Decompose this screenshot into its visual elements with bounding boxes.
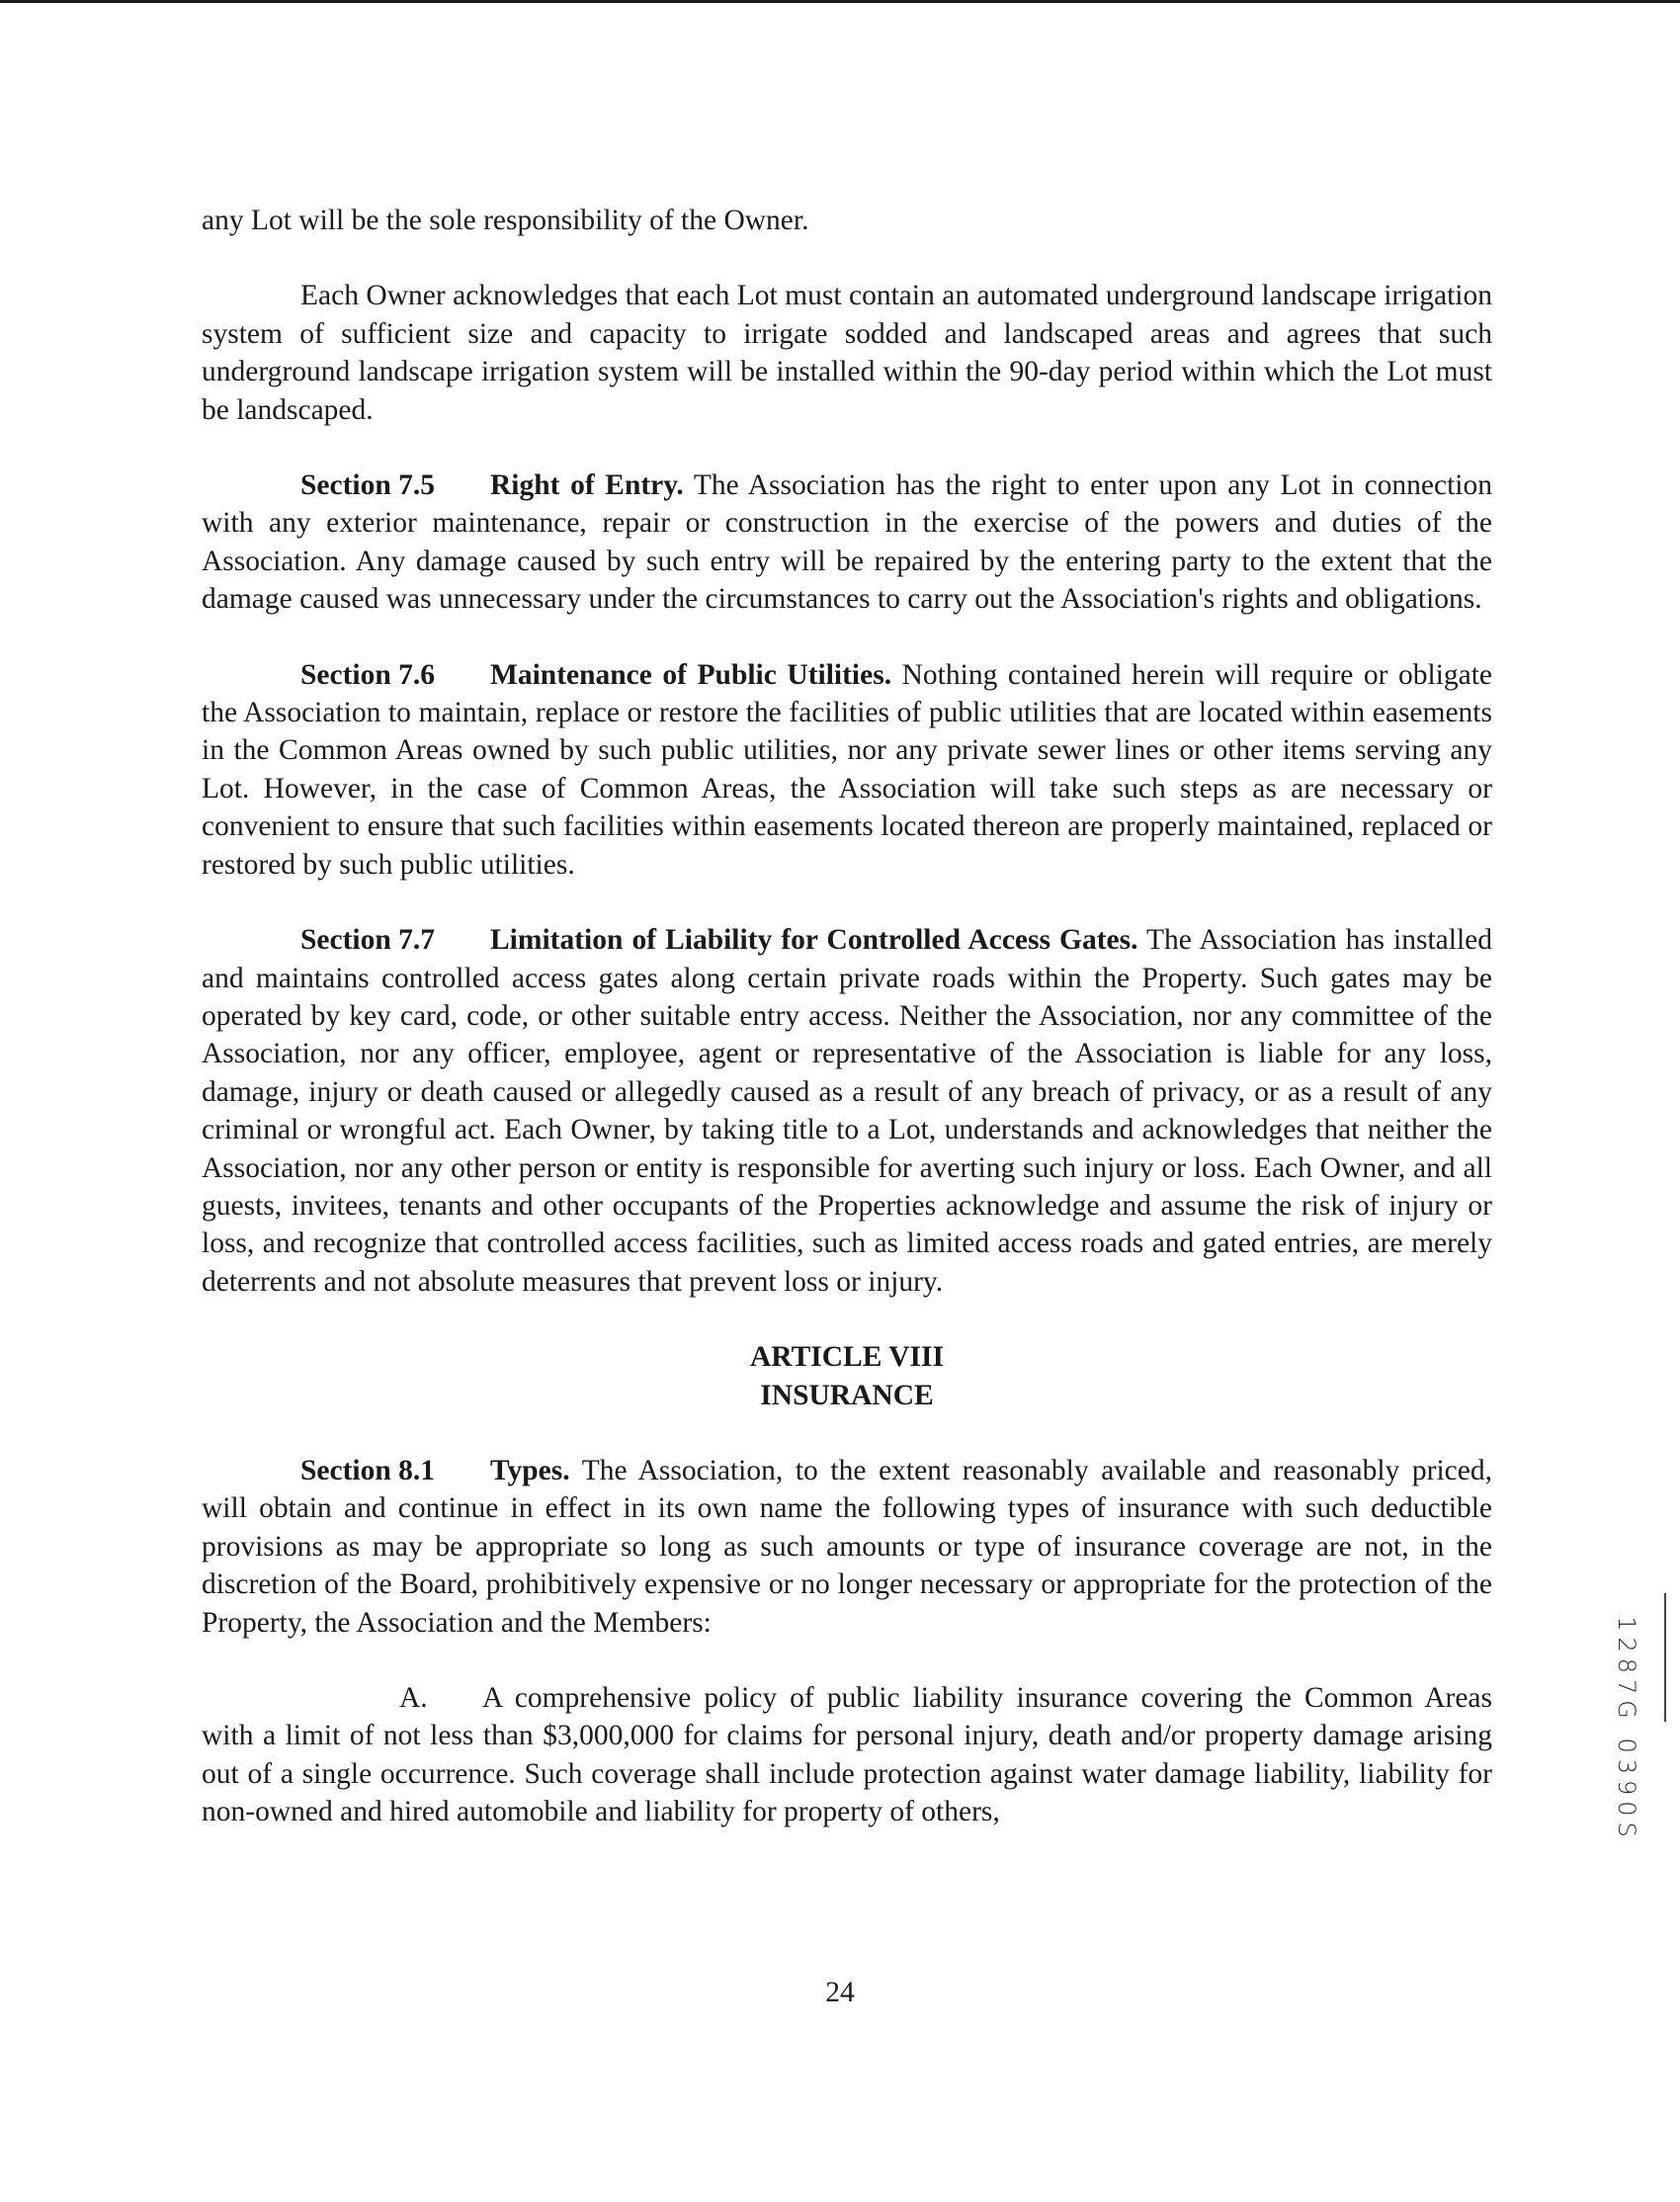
item-a	[202, 1679, 1492, 1831]
section-number: Section 7.5	[300, 469, 436, 502]
side-recording-stamp	[1607, 1581, 1646, 1878]
section-7-7	[202, 921, 1492, 1301]
item-body: A comprehensive policy of public liability insurance covering the Common Areas with a limit of not less than $3,000,000 for claims for personal injury, death and/or property damage arising out of a single occurrence. Such coverage shall include protection against water damage liability, liability for non-owned and hired automobile and liability for property of others,	[202, 1682, 1492, 1828]
section-title: Maintenance of Public Utilities.	[490, 658, 892, 691]
section-8-1	[202, 1452, 1492, 1642]
article-title: INSURANCE	[760, 1379, 934, 1411]
article-heading	[202, 1338, 1492, 1414]
item-letter: A.	[399, 1682, 428, 1714]
section-title: Types.	[490, 1454, 570, 1486]
section-7-5	[202, 466, 1492, 619]
section-body: Nothing contained herein will require or obligate the Association to maintain, replace or restore the facilities of public utilities that are located within easements in the Common Areas owned by such public utilities, nor any private sewer lines or other items serving any Lot. However, in the case of Common Areas, the Association will take such steps as are necessary or convenient to ensure that such facilities within easements located thereon are properly maintained, replaced or restored by such public utilities.	[202, 658, 1492, 881]
top-edge-rule	[0, 0, 1680, 3]
section-number: Section 8.1	[300, 1454, 436, 1486]
article-number: ARTICLE VIII	[750, 1341, 944, 1374]
right-edge-mark	[1664, 1593, 1666, 1722]
opening-line: any Lot will be the sole responsibility of the Owner.	[202, 205, 809, 236]
section-body: The Association has the right to enter upon any Lot in connection with any exterior maintenance, repair or construction in the exercise of the powers and duties of the Association. Any damage caused by such entry will be repaired by the entering party to the extent that the damage caused was unnecessary under the circumstances to carry out the Association's rights and obligations.	[202, 469, 1492, 616]
section-title: Right of Entry.	[490, 469, 684, 502]
side-stamp-text: 1287G 0390S	[1613, 1616, 1640, 1843]
irrigation-paragraph: Each Owner acknowledges that each Lot must contain an automated underground landscape irrigation system of sufficient size and capacity to irrigate sodded and landscaped areas and agrees that such underground landscape irrigation system will be installed within the 90-day period within which the Lot must be landscaped.	[202, 280, 1492, 426]
section-number: Section 7.6	[300, 658, 436, 691]
section-body: The Association, to the extent reasonably available and reasonably priced, will obtain and continue in effect in its own name the following types of insurance with such deductible provisions as may be appropriate so long as such amounts or type of insurance coverage are not, in the discretion of the Board, prohibitively expensive or no longer necessary or appropriate for the protection of the Property, the Association and the Members:	[202, 1454, 1492, 1639]
document-page	[202, 202, 1492, 1869]
page-number: 24	[825, 1977, 855, 2008]
section-7-6	[202, 656, 1492, 884]
section-number: Section 7.7	[300, 924, 436, 957]
section-body: The Association has installed and maintains controlled access gates along certain private roads within the Property. Such gates may be operated by key card, code, or other suitable entry access. Neither the Association, nor any committee of the Association, nor any officer, employee, agent or representative of the Association is liable for any loss, damage, injury or death caused or allegedly caused as a result of any breach of privacy, or as a result of any criminal or wrongful act. Each Owner, by taking title to a Lot, understands and acknowledges that neither the Association, nor any other person or entity is responsible for averting such injury or loss. Each Owner, and all guests, invitees, tenants and other occupants of the Properties acknowledge and assume the risk of injury or loss, and recognize that controlled access facilities, such as limited access roads and gated entries, are merely deterrents and not absolute measures that prevent loss or injury.	[202, 924, 1492, 1298]
section-title: Limitation of Liability for Controlled Access Gates.	[490, 924, 1138, 957]
